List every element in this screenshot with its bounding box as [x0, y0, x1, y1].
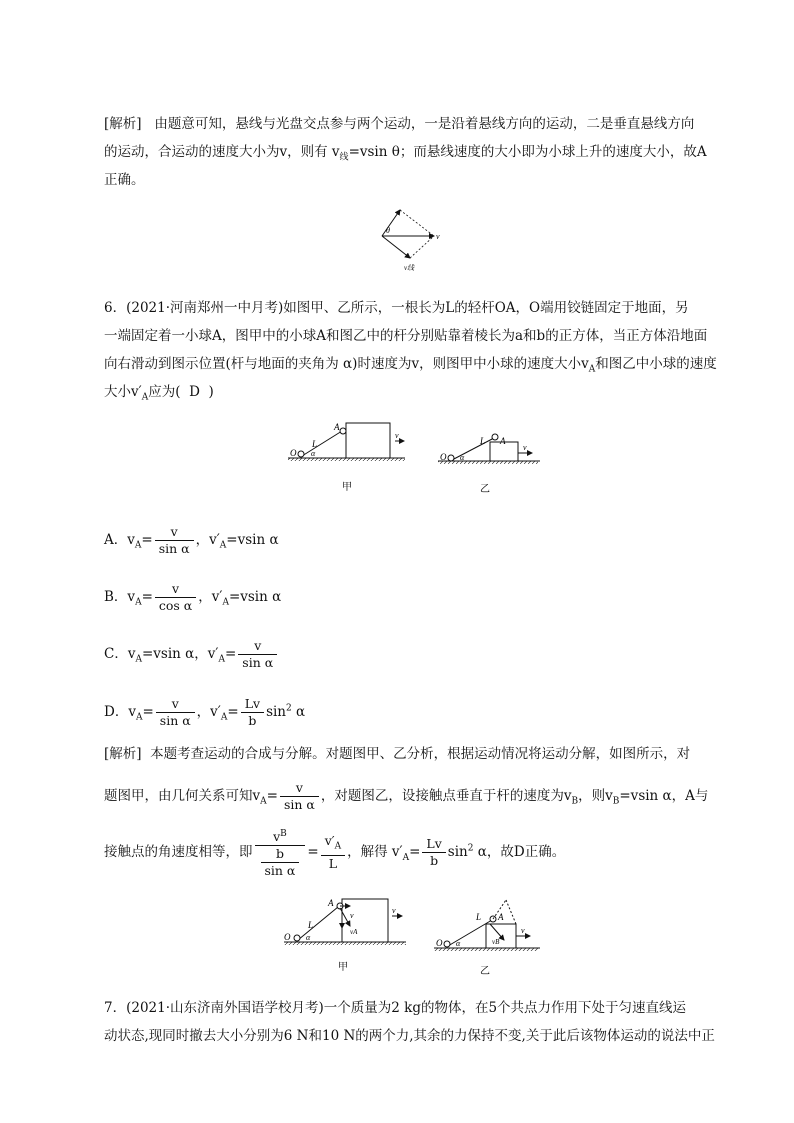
- alpha-label: α: [311, 449, 316, 458]
- option-label: D．: [104, 704, 129, 720]
- alpha-label: α: [460, 453, 465, 462]
- analysis2-figure: [278, 892, 548, 976]
- l-label: L: [308, 920, 314, 930]
- alpha-label: α: [306, 933, 311, 942]
- denominator: sin α: [283, 797, 315, 812]
- fraction: [321, 833, 345, 872]
- q6-text4a: 大小v′: [104, 384, 142, 400]
- v-label: v: [350, 911, 354, 920]
- subscript: A: [135, 712, 143, 723]
- numerator: v: [155, 581, 196, 598]
- q6-line1: [104, 298, 689, 318]
- va: v: [127, 589, 136, 605]
- subscript: A: [219, 540, 227, 551]
- va: v: [127, 646, 136, 662]
- analysis2-text3c: sin: [447, 844, 468, 861]
- theta-label: θ: [386, 226, 390, 235]
- numerator: v: [155, 524, 194, 541]
- equals: =: [227, 704, 239, 720]
- subscript: A: [218, 654, 225, 665]
- analysis1-text3: 正确。: [104, 172, 145, 188]
- numerator: [255, 826, 306, 846]
- superscript: B: [280, 829, 287, 839]
- denominator: b: [430, 853, 439, 869]
- fraction: [238, 638, 277, 671]
- superscript: 2: [467, 843, 474, 854]
- numerator: v: [156, 696, 195, 713]
- numerator-v: v: [273, 829, 281, 845]
- compound-fraction: [255, 826, 306, 879]
- subscript: A: [141, 392, 149, 403]
- analysis2-text3a: 接触点的角速度相等，即: [104, 844, 253, 861]
- numerator: Lv: [422, 836, 445, 853]
- figure-yi-label: 乙: [480, 484, 490, 495]
- equals: =: [141, 532, 153, 548]
- fraction: [155, 581, 196, 614]
- denominator: [255, 846, 306, 879]
- va-label: vA: [350, 928, 358, 936]
- a-label: A: [498, 912, 504, 922]
- l-label: L: [480, 436, 486, 446]
- va: v: [127, 532, 135, 548]
- denominator: L: [328, 855, 338, 871]
- analysis2-text2a: 题图甲，由几何关系可知v: [104, 788, 261, 804]
- analysis2-text3b: ，解得 v′: [347, 844, 403, 861]
- va: v: [128, 704, 136, 720]
- denominator: sin α: [159, 713, 191, 728]
- velocity-decomposition-figure: [370, 204, 450, 274]
- q6-text1: 6．(2021·河南郑州一中月考)如图甲、乙所示，一根长为L的轻杆OA，O端用铰链固定于地面，另: [104, 300, 689, 316]
- equals: =: [141, 589, 153, 605]
- subscript: A: [135, 597, 142, 608]
- fraction: [422, 836, 445, 869]
- v-label: v: [523, 443, 527, 452]
- analysis2-text2d: =vsin α，A与: [619, 788, 709, 804]
- denominator: sin α: [242, 655, 274, 670]
- equals: =: [409, 844, 421, 861]
- subscript: A: [334, 841, 342, 852]
- q7-text2: 动状态,现同时撤去大小分别为6 N和10 N的两个力,其余的力保持不变,关于此后该物体运动的说法中正: [104, 1028, 715, 1044]
- figure-jia-label: 甲: [338, 962, 348, 973]
- option-rest2: α: [291, 704, 306, 720]
- analysis2-text3d: α，故D正确。: [473, 844, 566, 861]
- numerator: v: [280, 780, 319, 797]
- numerator: [321, 833, 345, 856]
- v-label: v: [436, 232, 440, 241]
- analysis2-text2b: ，对题图乙，设接触点垂直于杆的速度为v: [320, 788, 572, 804]
- o-label: O: [440, 452, 447, 462]
- equals: =: [224, 646, 237, 662]
- subscript: A: [134, 540, 142, 551]
- option-rest: =vsin α: [226, 532, 279, 548]
- o-label: O: [284, 932, 291, 942]
- q6-figure: [280, 416, 540, 496]
- analysis1-line3: [104, 170, 145, 190]
- q7-text1: 7．(2021·山东济南外国语学校月考)一个质量为2 kg的物体，在5个共点力作用下处于匀速直线运: [104, 1000, 687, 1016]
- analysis1-line1: [104, 114, 694, 134]
- option-a[interactable]: [104, 524, 279, 557]
- analysis1-text1: 由题意可知，悬线与光盘交点参与两个运动，一是沿着悬线方向的运动，二是垂直悬线方向: [154, 116, 695, 132]
- q6-text4c: ): [208, 384, 214, 400]
- q6-line4: [104, 382, 214, 408]
- analysis2-line2: [104, 780, 708, 813]
- fraction: [155, 524, 194, 557]
- fraction: [156, 696, 195, 729]
- q7-line1: [104, 998, 686, 1018]
- l-label: L: [476, 912, 482, 922]
- analysis2-text1: 本题考查运动的合成与分解。对题图甲、乙分析，根据运动情况将运动分解，如图所示，对: [150, 746, 691, 762]
- analysis1-text2a: 的运动，合运动的速度大小为v，则有 v: [104, 144, 340, 160]
- q6-line3: [104, 354, 717, 380]
- option-mid: ，v′: [196, 704, 221, 720]
- q6-text3: 向右滑动到图示位置(杆与地面的夹角为 α)时速度为v，则图甲中小球的速度大小v: [104, 356, 589, 372]
- answer: D: [189, 384, 200, 400]
- alpha-label: α: [456, 939, 461, 948]
- fraction: [280, 780, 319, 813]
- vb-label: vB: [492, 938, 500, 946]
- o-label: O: [290, 448, 297, 458]
- subscript: A: [588, 364, 596, 375]
- analysis-tag: [解析]: [104, 746, 142, 762]
- numerator-text: v′: [324, 833, 335, 849]
- option-mid: ，v′: [195, 532, 220, 548]
- option-label: A．: [104, 532, 128, 548]
- option-label: C．: [104, 646, 128, 662]
- v-label: v: [395, 431, 399, 440]
- analysis2-text2c: ，则v: [578, 788, 613, 804]
- analysis2-line1: [104, 744, 690, 764]
- analysis1-text2b: =vsin θ；而悬线速度的大小即为小球上升的速度大小，故A: [348, 144, 707, 160]
- superscript: 2: [286, 703, 292, 714]
- denominator: sin α: [264, 863, 296, 879]
- option-rest: =vsin α: [228, 589, 282, 605]
- subscript: A: [260, 796, 267, 807]
- l-label: L: [312, 439, 318, 449]
- numerator: b: [261, 846, 300, 863]
- o-label: O: [436, 938, 443, 948]
- q6-text3b: 和图乙中小球的速度: [595, 356, 717, 372]
- denominator: b: [248, 713, 257, 728]
- fraction: [241, 696, 264, 729]
- v-label: v: [521, 926, 525, 935]
- equals: =: [307, 844, 319, 861]
- option-mid: ，v′: [198, 589, 223, 605]
- subscript: B: [571, 796, 579, 807]
- equals: =vsin α: [141, 646, 195, 662]
- figure-yi-label: 乙: [480, 966, 490, 976]
- q6-text2: 一端固定着一小球A，图甲中的小球A和图乙中的杆分别贴靠着棱长为a和b的正方体，当正方体沿地面: [104, 328, 708, 344]
- denominator: cos α: [158, 598, 193, 613]
- denominator: sin α: [158, 541, 190, 556]
- subscript: A: [222, 597, 229, 608]
- subscript: B: [612, 796, 620, 807]
- option-label: B．: [104, 589, 128, 605]
- subscript: 线: [339, 152, 349, 163]
- option-mid: ，v′: [194, 646, 219, 662]
- vline-label: v线: [404, 264, 415, 272]
- equals: =: [142, 704, 154, 720]
- a-label: A: [328, 898, 334, 908]
- a-label: A: [500, 436, 506, 446]
- subscript: A: [220, 712, 228, 723]
- subscript: A: [402, 852, 410, 863]
- option-rest: sin: [266, 704, 287, 720]
- numerator: Lv: [241, 696, 264, 713]
- subscript: A: [135, 654, 142, 665]
- q6-text4b: 应为(: [148, 384, 181, 400]
- v-label: v: [392, 906, 396, 915]
- equals: =: [266, 788, 278, 804]
- a-label: A: [334, 422, 340, 432]
- figure-jia-label: 甲: [342, 482, 352, 493]
- q7-line2: [104, 1026, 715, 1046]
- option-d[interactable]: [104, 696, 305, 729]
- analysis2-line3: [104, 826, 565, 879]
- analysis-tag: [解析]: [104, 116, 142, 132]
- option-c[interactable]: [104, 638, 279, 671]
- option-b[interactable]: [104, 581, 281, 614]
- inner-fraction: [261, 846, 300, 879]
- q6-line2: [104, 326, 707, 346]
- analysis1-line2: [104, 142, 707, 168]
- numerator: v: [238, 638, 277, 655]
